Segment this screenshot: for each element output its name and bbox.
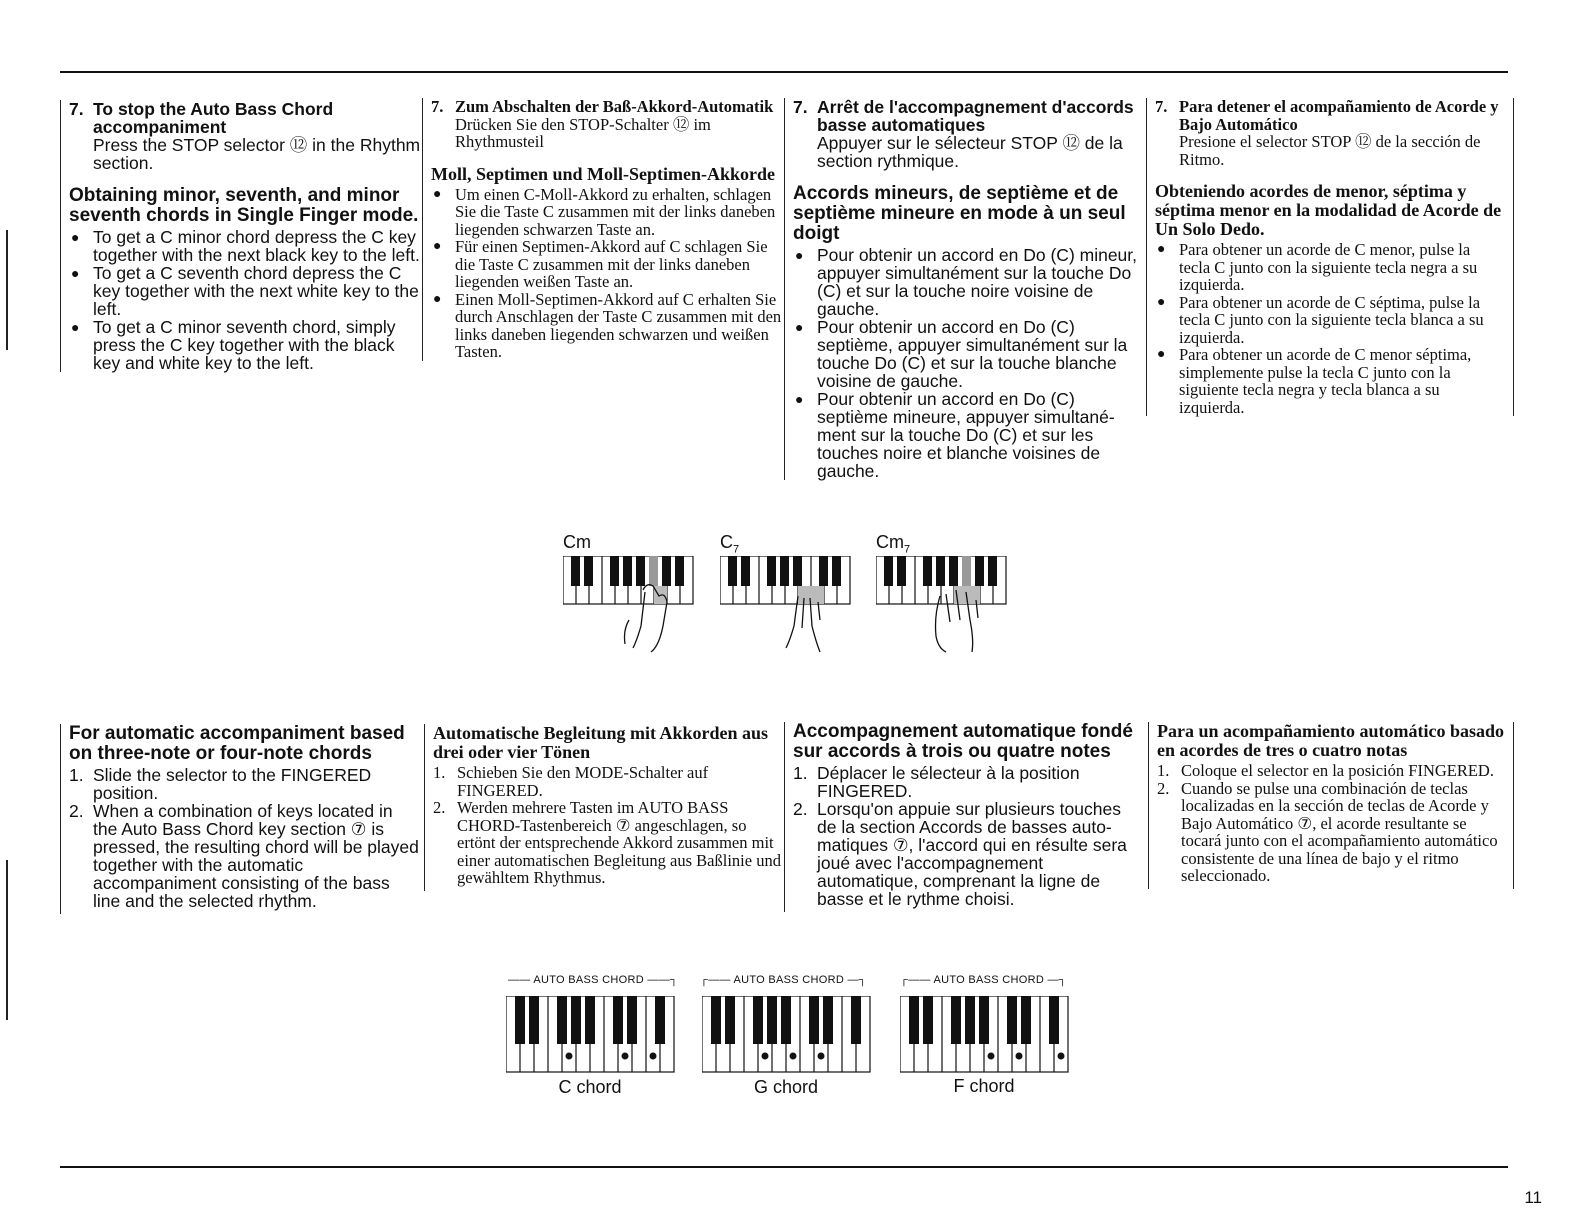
list-item: 2. When a combination of keys located in the Auto Bass Chord key section ⑦ is pressed, the resulting chord will be played together with the automatic accompaniment consisting of the bass line and the selected rhythm. <box>69 801 419 911</box>
numbered-list <box>433 764 783 887</box>
english-top-column <box>60 100 421 372</box>
section-heading: Moll, Septimen und Moll-Septimen-Akkorde <box>431 163 776 184</box>
top-rule <box>60 71 1508 73</box>
step-text: Drücken Sie den STOP-Schalter ⑫ im Rhythmusteil <box>455 114 711 151</box>
french-bottom-column <box>784 722 1145 912</box>
spanish-top-column <box>1146 98 1514 416</box>
bullet-list <box>431 186 783 361</box>
auto-bass-chord-label: —— AUTO BASS CHORD ——┐ <box>508 974 679 986</box>
list-item: 2. Lorsqu'on appuie sur plusieurs touches de la section Accords de basses auto-matiques ⑦, l'accord qui en résulte sera joué avec l'accompagnement automatique, comprenant la ligne de basse et le rythme choisi. <box>793 799 1127 909</box>
step-number: 7. <box>1155 97 1168 116</box>
list-item: ● Pour obtenir un accord en Do (C) septième, appuyer simultanément sur la touche Do (C) et sur la touche blanche voisine de gauche. <box>793 318 1145 390</box>
list-item: ● Einen Moll-Septimen-Akkord auf C erhalten Sie durch Anschlagen der Taste C zusammen mit den links daneben liegenden schwarzen und weißen Tasten. <box>431 291 783 361</box>
french-step-7 <box>793 98 1145 170</box>
list-item: ● Pour obtenir un accord en Do (C) mineur, appuyer simultanément sur la touche Do (C) et sur la touche noire voisine de gauche. <box>793 246 1145 318</box>
keyboard-figure-cm7 <box>876 556 1008 656</box>
binder-mark <box>6 860 8 1020</box>
keyboard-figure-f-chord <box>900 996 1072 1074</box>
list-item: ● Pour obtenir un accord en Do (C) septième mineure, appuyer simultané-ment sur la touche Do (C) et sur les touches noire et blanche voisines de gauche. <box>793 390 1145 480</box>
section-heading: Obteniendo acordes de menor, séptima y séptima menor en la modalidad de Acorde de Un Solo Dedo. <box>1155 181 1502 239</box>
bullet-list <box>69 228 421 372</box>
section-heading: Obtaining minor, seventh, and minor seventh chords in Single Finger mode. <box>69 185 419 226</box>
step-text: Appuyer sur le sélecteur STOP ⑫ de la section rythmique. <box>817 133 1123 171</box>
step-title: Zum Abschalten der Baß-Akkord-Automatik <box>455 97 774 116</box>
page-number: 11 <box>1524 1188 1542 1207</box>
list-item: 1. Slide the selector to the FINGERED position. <box>69 765 372 803</box>
german-top-column <box>422 98 783 361</box>
step-text: Press the STOP selector ⑫ in the Rhythm section. <box>93 135 421 173</box>
list-item: ● To get a C minor chord depress the C key together with the next black key to the left. <box>69 228 421 264</box>
list-item: ● Um einen C-Moll-Akkord zu erhalten, schlagen Sie die Taste C zusammen mit der links daneben liegenden schwarzen Taste an. <box>431 186 783 239</box>
chord-caption: F chord <box>953 1076 1015 1096</box>
list-item: 1. Schieben Sie den MODE-Schalter auf FINGERED. <box>433 763 709 800</box>
section-heading: Accords mineurs, de septième et de septième mineure en mode à un seul doigt <box>793 183 1126 244</box>
section-heading: Automatische Begleitung mit Akkorden aus drei oder vier Tönen <box>433 723 769 762</box>
step-number: 7. <box>69 99 84 119</box>
step-title: To stop the Auto Bass Chord accompaniment <box>93 99 334 137</box>
english-bottom-column <box>60 724 421 914</box>
list-item: ● To get a C minor seventh chord, simply press the C key together with the black key and white key to the left. <box>69 318 421 372</box>
german-bottom-column <box>424 724 783 891</box>
bullet-list <box>1155 241 1505 416</box>
step-title: Arrêt de l'accompagnement d'accords basse automatiques <box>817 97 1134 135</box>
chord-caption: C chord <box>558 1077 622 1097</box>
keyboard-figure-g-chord <box>702 996 874 1074</box>
auto-bass-chord-label: ┌—— AUTO BASS CHORD —┐ <box>900 974 1067 986</box>
numbered-list <box>69 766 421 910</box>
list-item: 1. Coloque el selector en la posición FINGERED. <box>1157 761 1494 780</box>
list-item: 2. Werden mehrere Tasten im AUTO BASS CHORD-Tastenbereich ⑦ angeschlagen, so ertönt der entsprechende Akkord zusammen mit einer automatischen Begleitung aus Baßlinie und gewähltem Rhythmus. <box>433 798 781 887</box>
step-text: Presione el selector STOP ⑫ de la sección de Ritmo. <box>1179 132 1481 169</box>
section-heading: Accompagnement automatique fondé sur accords à trois ou quatre notes <box>793 721 1133 762</box>
list-item: 1. Déplacer le sélecteur à la position FINGERED. <box>793 763 1080 801</box>
step-number: 7. <box>431 97 444 116</box>
numbered-list <box>793 764 1145 908</box>
section-heading: For automatic accompaniment based on three-note or four-note chords <box>69 723 405 764</box>
list-item: 2. Cuando se pulse una combinación de teclas localizadas en la sección de teclas de Acorde y Bajo Automático ⑦, el acorde resultante se tocará junto con el acompañamiento automático consistente de una línea de bajo y el ritmo seleccionado. <box>1157 778 1498 885</box>
spanish-bottom-column <box>1148 722 1514 889</box>
chord-caption: G chord <box>753 1077 819 1097</box>
keyboard-figure-c7 <box>720 556 852 656</box>
keyboard-figure-cm <box>563 556 695 656</box>
spanish-step-7 <box>1155 98 1505 168</box>
keyboard-figure-c-chord <box>506 996 678 1074</box>
list-item: ● Para obtener un acorde de C menor, pulse la tecla C junto con la siguiente tecla negra a su izquierda. <box>1155 241 1505 294</box>
figure-label-cm7: $Cm_7$ <box>876 532 911 556</box>
bullet-list <box>793 246 1145 480</box>
list-item: ● Für einen Septimen-Akkord auf C schlagen Sie die Taste C zusammen mit der links daneben liegenden weißen Taste an. <box>431 238 783 291</box>
bottom-rule <box>60 1166 1508 1168</box>
binder-mark <box>6 230 8 350</box>
french-top-column <box>784 98 1145 480</box>
list-item: ● Para obtener un acorde de C séptima, pulse la tecla C junto con la siguiente tecla blanca a su izquierda. <box>1155 294 1505 347</box>
numbered-list <box>1157 762 1505 885</box>
figure-label-cm: Cm <box>563 532 591 552</box>
list-item: ● Para obtener un acorde de C menor séptima, simplemente pulse la tecla C junto con la siguiente tecla negra y tecla blanca a su izquierda. <box>1155 346 1505 416</box>
figure-label-c7: $C_7$ <box>720 532 740 556</box>
list-item: ● To get a C seventh chord depress the C key together with the next white key to the left. <box>69 264 421 318</box>
step-title: Para detener el acompañamiento de Acorde y Bajo Automático <box>1179 97 1499 134</box>
step-number: 7. <box>793 97 808 117</box>
section-heading: Para un acompañamiento automático basado en acordes de tres o cuatro notas <box>1157 721 1505 760</box>
auto-bass-chord-label: ┌—— AUTO BASS CHORD —┐ <box>700 974 867 986</box>
english-step-7 <box>69 100 421 172</box>
german-step-7 <box>431 98 783 151</box>
